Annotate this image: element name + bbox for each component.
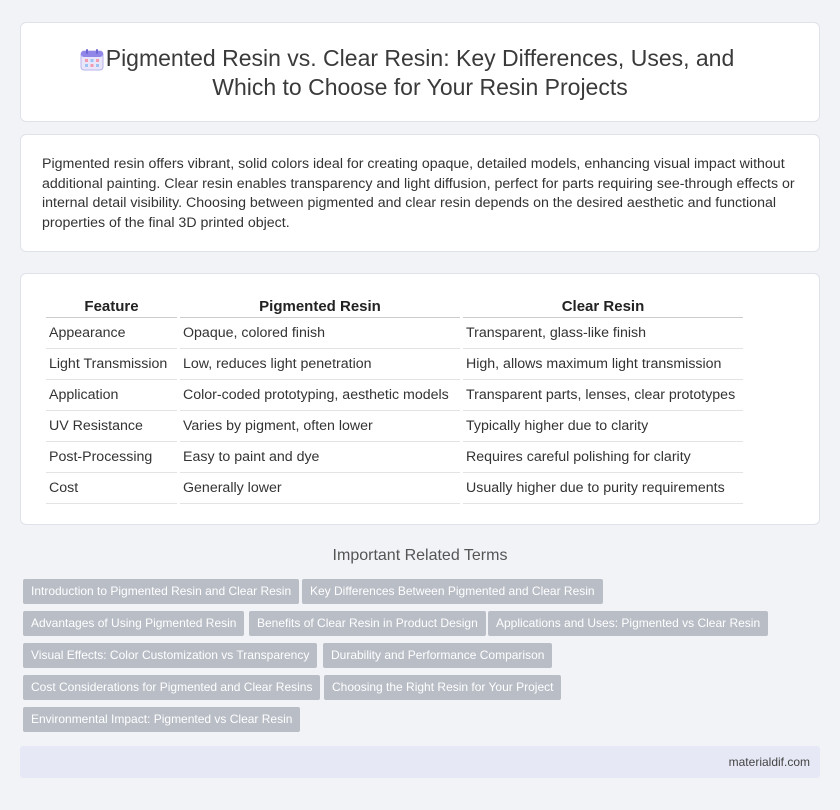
table-row (46, 473, 743, 504)
table-cell: Opaque, colored finish (180, 318, 460, 349)
table-cell: Generally lower (180, 473, 460, 504)
comparison-table (43, 296, 746, 504)
table-cell: High, allows maximum light transmission (463, 349, 743, 380)
page-title: Pigmented Resin vs. Clear Resin: Key Differences, Uses, and Which to Choose for Your Resin Projects (105, 45, 735, 100)
table-row (46, 349, 743, 380)
table-cell: Usually higher due to purity requirements (463, 473, 743, 504)
table-cell: Post-Processing (46, 442, 177, 473)
table-cell: Requires careful polishing for clarity (463, 442, 743, 473)
table-cell: Appearance (46, 318, 177, 349)
table-row (46, 442, 743, 473)
title-card (20, 22, 820, 122)
intro-card (20, 134, 820, 252)
table-cell: Transparent, glass-like finish (463, 318, 743, 349)
table-cell: Application (46, 380, 177, 411)
column-header-feature: Feature (46, 296, 177, 318)
table-cell: Low, reduces light penetration (180, 349, 460, 380)
related-term-tag[interactable]: Benefits of Clear Resin in Product Design (249, 611, 486, 636)
related-term-tag[interactable]: Introduction to Pigmented Resin and Clear Resin (23, 579, 299, 604)
table-row (46, 411, 743, 442)
related-term-tag[interactable]: Choosing the Right Resin for Your Project (324, 675, 561, 700)
table-row (46, 380, 743, 411)
column-header-pigmented: Pigmented Resin (180, 296, 460, 318)
column-header-clear: Clear Resin (463, 296, 743, 318)
related-term-tag[interactable]: Key Differences Between Pigmented and Clear Resin (302, 579, 603, 604)
comparison-card (20, 273, 820, 525)
table-cell: Varies by pigment, often lower (180, 411, 460, 442)
table-cell: UV Resistance (46, 411, 177, 442)
footer (20, 746, 820, 778)
related-term-tag[interactable]: Durability and Performance Comparison (323, 643, 552, 668)
table-cell: Light Transmission (46, 349, 177, 380)
intro-paragraph: Pigmented resin offers vibrant, solid colors ideal for creating opaque, detailed models, enhancing visual impact without additional painting. Clear resin enables transparency and light diffusion, perfect for parts requiring see-through effects or internal detail visibility. Choosing between pigmented and clear resin depends on the desired aesthetic and functional properties of the final 3D printed object. (42, 156, 795, 231)
footer-site-link[interactable]: materialdif.com (728, 755, 810, 769)
table-cell: Easy to paint and dye (180, 442, 460, 473)
related-term-tag[interactable]: Applications and Uses: Pigmented vs Clear Resin (488, 611, 768, 636)
related-terms-title: Important Related Terms (332, 547, 508, 564)
table-cell: Cost (46, 473, 177, 504)
related-term-tag[interactable]: Cost Considerations for Pigmented and Clear Resins (23, 675, 320, 700)
table-row (46, 318, 743, 349)
related-term-tag[interactable]: Environmental Impact: Pigmented vs Clear Resin (23, 707, 300, 732)
table-cell: Color-coded prototyping, aesthetic models (180, 380, 460, 411)
table-cell: Typically higher due to clarity (463, 411, 743, 442)
table-header-row (46, 296, 743, 318)
related-term-tag[interactable]: Visual Effects: Color Customization vs Transparency (23, 643, 317, 668)
table-cell: Transparent parts, lenses, clear prototypes (463, 380, 743, 411)
related-term-tag[interactable]: Advantages of Using Pigmented Resin (23, 611, 244, 636)
